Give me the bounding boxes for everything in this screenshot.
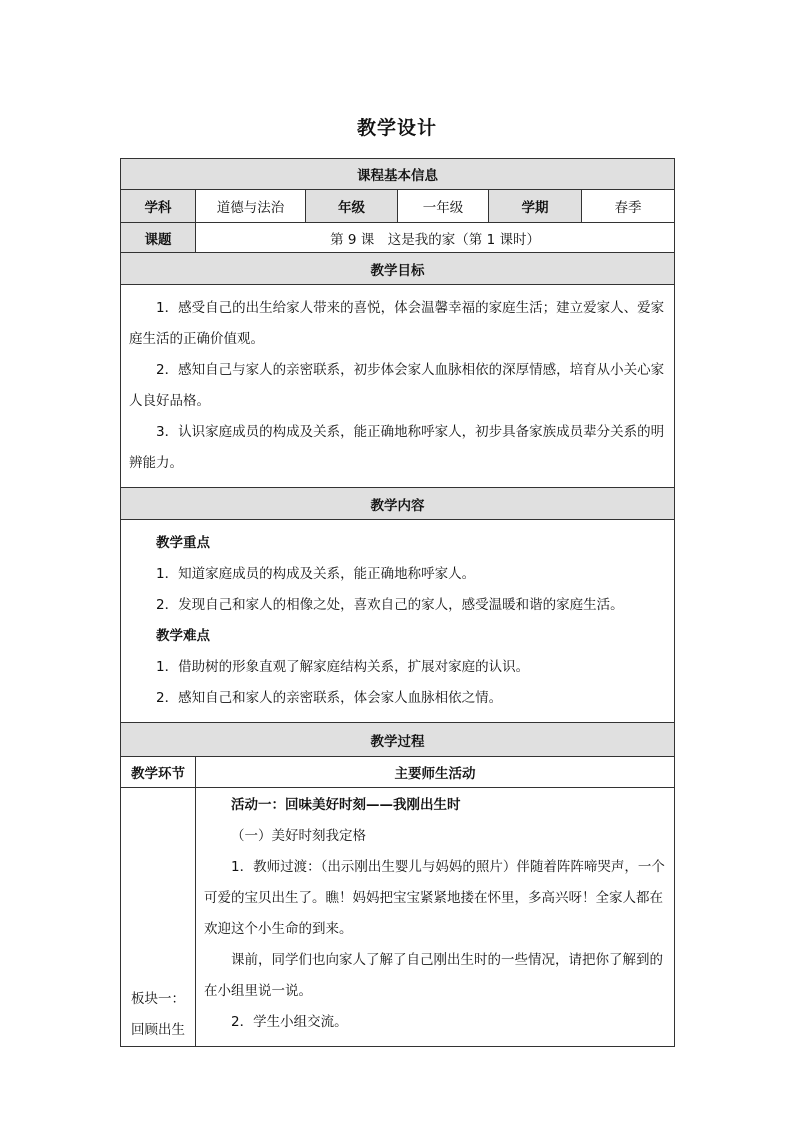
grade-label: 年级 xyxy=(306,190,398,223)
content-body xyxy=(121,520,675,723)
lesson-title: 第 9 课 这是我的家（第 1 课时） xyxy=(196,223,675,253)
key-point-item: 1．知道家庭成员的构成及关系，能正确地称呼家人。 xyxy=(156,566,476,582)
stage-label-line: 板块一： xyxy=(131,991,185,1007)
lesson-plan-table xyxy=(120,158,675,1047)
difficult-point-item: 2．感知自己和家人的亲密联系，体会家人血脉相依之情。 xyxy=(156,690,503,706)
activity-title: 活动一：回味美好时刻——我刚出生时 xyxy=(231,797,461,813)
term-value: 春季 xyxy=(582,190,675,223)
stage-column-header: 教学环节 xyxy=(121,757,196,788)
subject-label: 学科 xyxy=(121,190,196,223)
activity-subtitle: （一）美好时刻我定格 xyxy=(231,828,366,844)
objective-item: 3．认识家庭成员的构成及关系，能正确地称呼家人，初步具备家族成员辈分关系的明辨能力。 xyxy=(129,424,665,471)
activity-paragraph: 2．学生小组交流。 xyxy=(231,1014,348,1030)
basic-info-header: 课程基本信息 xyxy=(121,159,675,190)
difficult-points-label: 教学难点 xyxy=(156,628,210,644)
process-header: 教学过程 xyxy=(121,723,675,757)
key-points-label: 教学重点 xyxy=(156,535,210,551)
grade-value: 一年级 xyxy=(398,190,489,223)
stage-label xyxy=(121,788,196,1047)
difficult-point-item: 1．借助树的形象直观了解家庭结构关系，扩展对家庭的认识。 xyxy=(156,659,530,675)
activity-column-header: 主要师生活动 xyxy=(196,757,675,788)
activity-paragraph: 1．教师过渡：（出示刚出生婴儿与妈妈的照片）伴随着阵阵啼哭声，一个可爱的宝贝出生了。瞧！妈妈把宝宝紧紧地搂在怀里，多高兴呀！全家人都在欢迎这个小生命的到来。 xyxy=(204,859,665,937)
lesson-label: 课题 xyxy=(121,223,196,253)
objectives-body xyxy=(121,285,675,488)
term-label: 学期 xyxy=(489,190,582,223)
content-header: 教学内容 xyxy=(121,488,675,520)
objective-item: 1．感受自己的出生给家人带来的喜悦，体会温馨幸福的家庭生活；建立爱家人、爱家庭生活的正确价值观。 xyxy=(129,300,665,347)
activity-paragraph: 课前，同学们也向家人了解了自己刚出生时的一些情况，请把你了解到的在小组里说一说。 xyxy=(204,952,663,999)
objectives-header: 教学目标 xyxy=(121,253,675,285)
stage-label-line: 回顾出生 xyxy=(131,1022,185,1038)
document-title: 教学设计 xyxy=(356,117,437,139)
key-point-item: 2．发现自己和家人的相像之处，喜欢自己的家人，感受温暖和谐的家庭生活。 xyxy=(156,597,624,613)
activity-body xyxy=(196,788,675,1047)
objective-item: 2．感知自己与家人的亲密联系，初步体会家人血脉相依的深厚情感，培育从小关心家人良好品格。 xyxy=(129,362,665,409)
subject-value: 道德与法治 xyxy=(196,190,306,223)
